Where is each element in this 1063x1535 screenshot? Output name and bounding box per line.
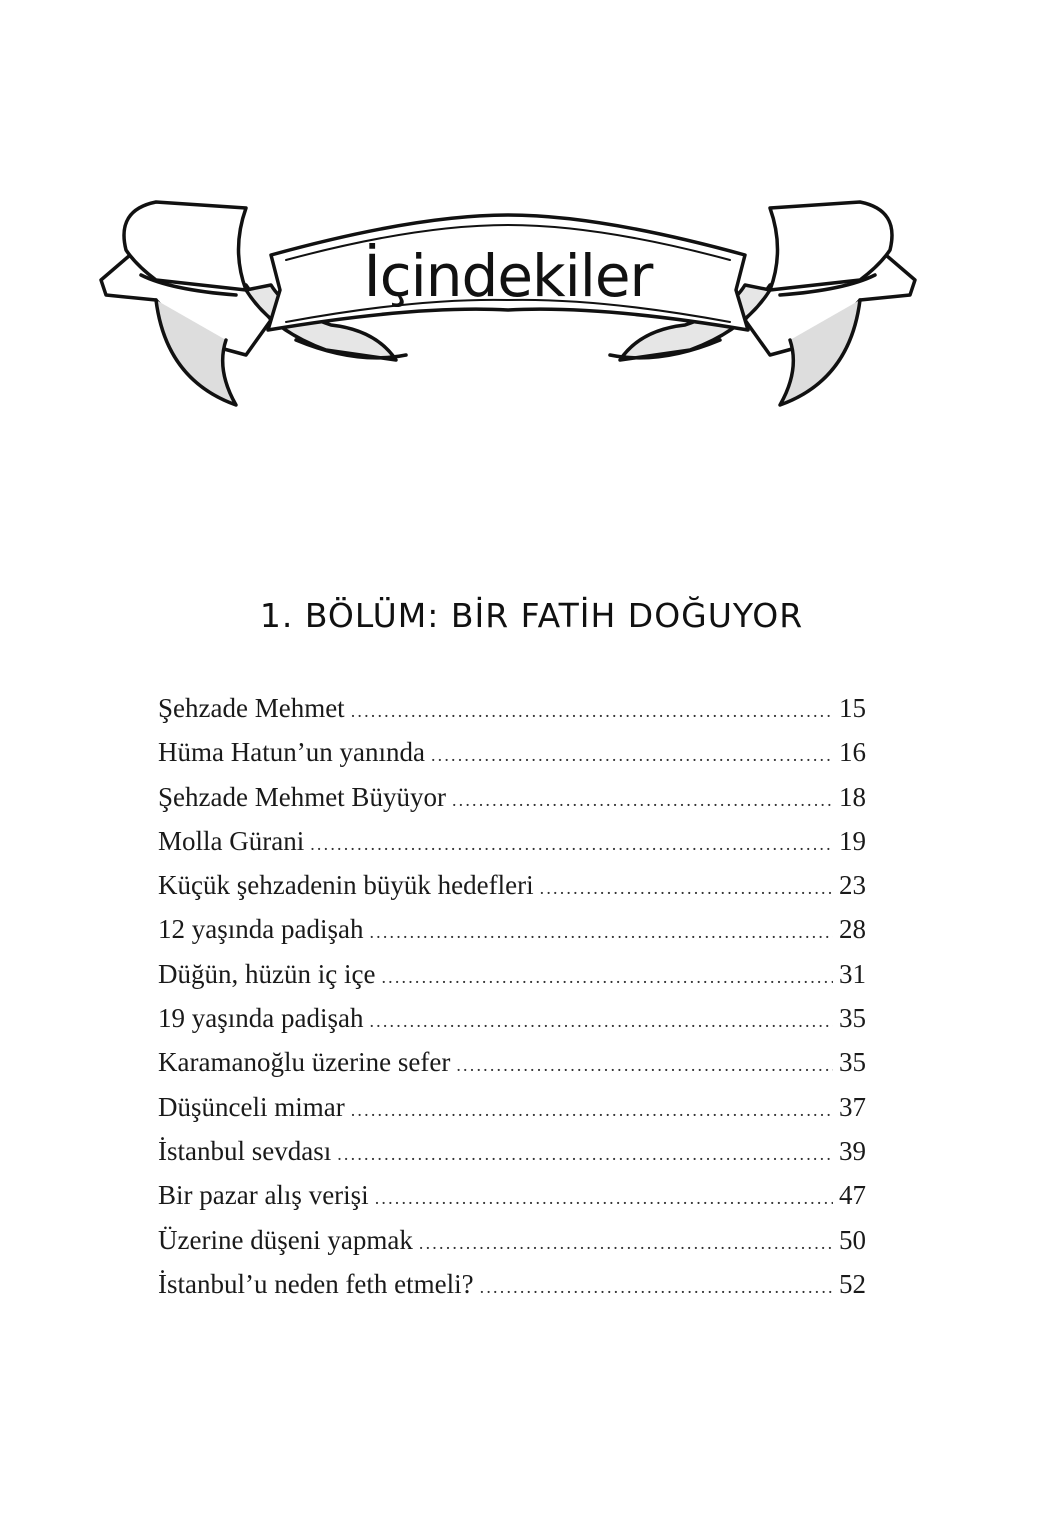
table-of-contents: [158, 693, 866, 1313]
toc-entry-page: 52: [839, 1268, 866, 1299]
dot-leader: [337, 1144, 833, 1165]
toc-entry[interactable]: [158, 1092, 866, 1136]
toc-entry-page: 31: [839, 958, 866, 989]
toc-entry-page: 15: [839, 693, 866, 723]
toc-entry-page: 39: [839, 1135, 866, 1166]
dot-leader: [419, 1233, 833, 1254]
toc-entry[interactable]: [158, 914, 866, 958]
toc-entry[interactable]: [158, 1180, 866, 1224]
toc-entry[interactable]: [158, 782, 866, 826]
toc-entry[interactable]: [158, 1003, 866, 1047]
page-title: İçindekiler: [363, 242, 653, 310]
toc-entry-label: Bir pazar alış verişi: [158, 1180, 369, 1211]
dot-leader: [369, 1011, 833, 1032]
toc-entry-page: 35: [839, 1003, 866, 1034]
chapter-title: 1. BÖLÜM: BİR FATİH DOĞUYOR: [259, 596, 804, 635]
dot-leader: [456, 1055, 833, 1076]
toc-entry-label: Karamanoğlu üzerine sefer: [158, 1047, 451, 1078]
toc-entry-page: 18: [839, 781, 866, 812]
toc-entry-page: 47: [839, 1180, 866, 1211]
dot-leader: [431, 745, 833, 766]
dot-leader: [351, 701, 833, 722]
toc-entry-page: 19: [839, 825, 866, 856]
toc-entry-label: İstanbul’u neden feth etmeli?: [158, 1268, 474, 1299]
scroll-banner: [96, 190, 920, 420]
toc-entry-label: 12 yaşında padişah: [158, 914, 364, 945]
dot-leader: [369, 922, 833, 943]
toc-entry-label: 19 yaşında padişah: [158, 1003, 364, 1034]
dot-leader: [381, 967, 833, 988]
dot-leader: [480, 1277, 833, 1298]
toc-entry[interactable]: [158, 1269, 866, 1313]
toc-entry-label: Düğün, hüzün iç içe: [158, 958, 376, 989]
toc-entry[interactable]: [158, 737, 866, 781]
dot-leader: [375, 1188, 833, 1209]
toc-entry-page: 23: [839, 870, 866, 901]
toc-entry-label: Hüma Hatun’un yanında: [158, 737, 425, 768]
toc-entry-page: 28: [839, 914, 866, 945]
toc-entry-label: Şehzade Mehmet Büyüyor: [158, 781, 446, 812]
toc-entry[interactable]: [158, 826, 866, 870]
toc-entry-page: 37: [839, 1091, 866, 1122]
toc-entry-page: 16: [839, 737, 866, 768]
toc-entry[interactable]: [158, 1225, 866, 1269]
toc-entry-label: Üzerine düşeni yapmak: [158, 1224, 413, 1255]
toc-entry[interactable]: [158, 870, 866, 914]
toc-entry-label: Şehzade Mehmet: [158, 693, 345, 723]
toc-entry[interactable]: [158, 959, 866, 1003]
dot-leader: [351, 1100, 833, 1121]
toc-entry-label: Küçük şehzadenin büyük hedefleri: [158, 870, 534, 901]
toc-entry-label: İstanbul sevdası: [158, 1135, 332, 1166]
toc-entry-page: 50: [839, 1224, 866, 1255]
dot-leader: [540, 878, 833, 899]
toc-entry[interactable]: [158, 1136, 866, 1180]
toc-entry[interactable]: [158, 1047, 866, 1091]
toc-entry[interactable]: [158, 693, 866, 737]
dot-leader: [452, 790, 833, 811]
toc-entry-page: 35: [839, 1047, 866, 1078]
toc-entry-label: Molla Gürani: [158, 825, 305, 856]
toc-entry-label: Düşünceli mimar: [158, 1091, 345, 1122]
dot-leader: [310, 834, 833, 855]
